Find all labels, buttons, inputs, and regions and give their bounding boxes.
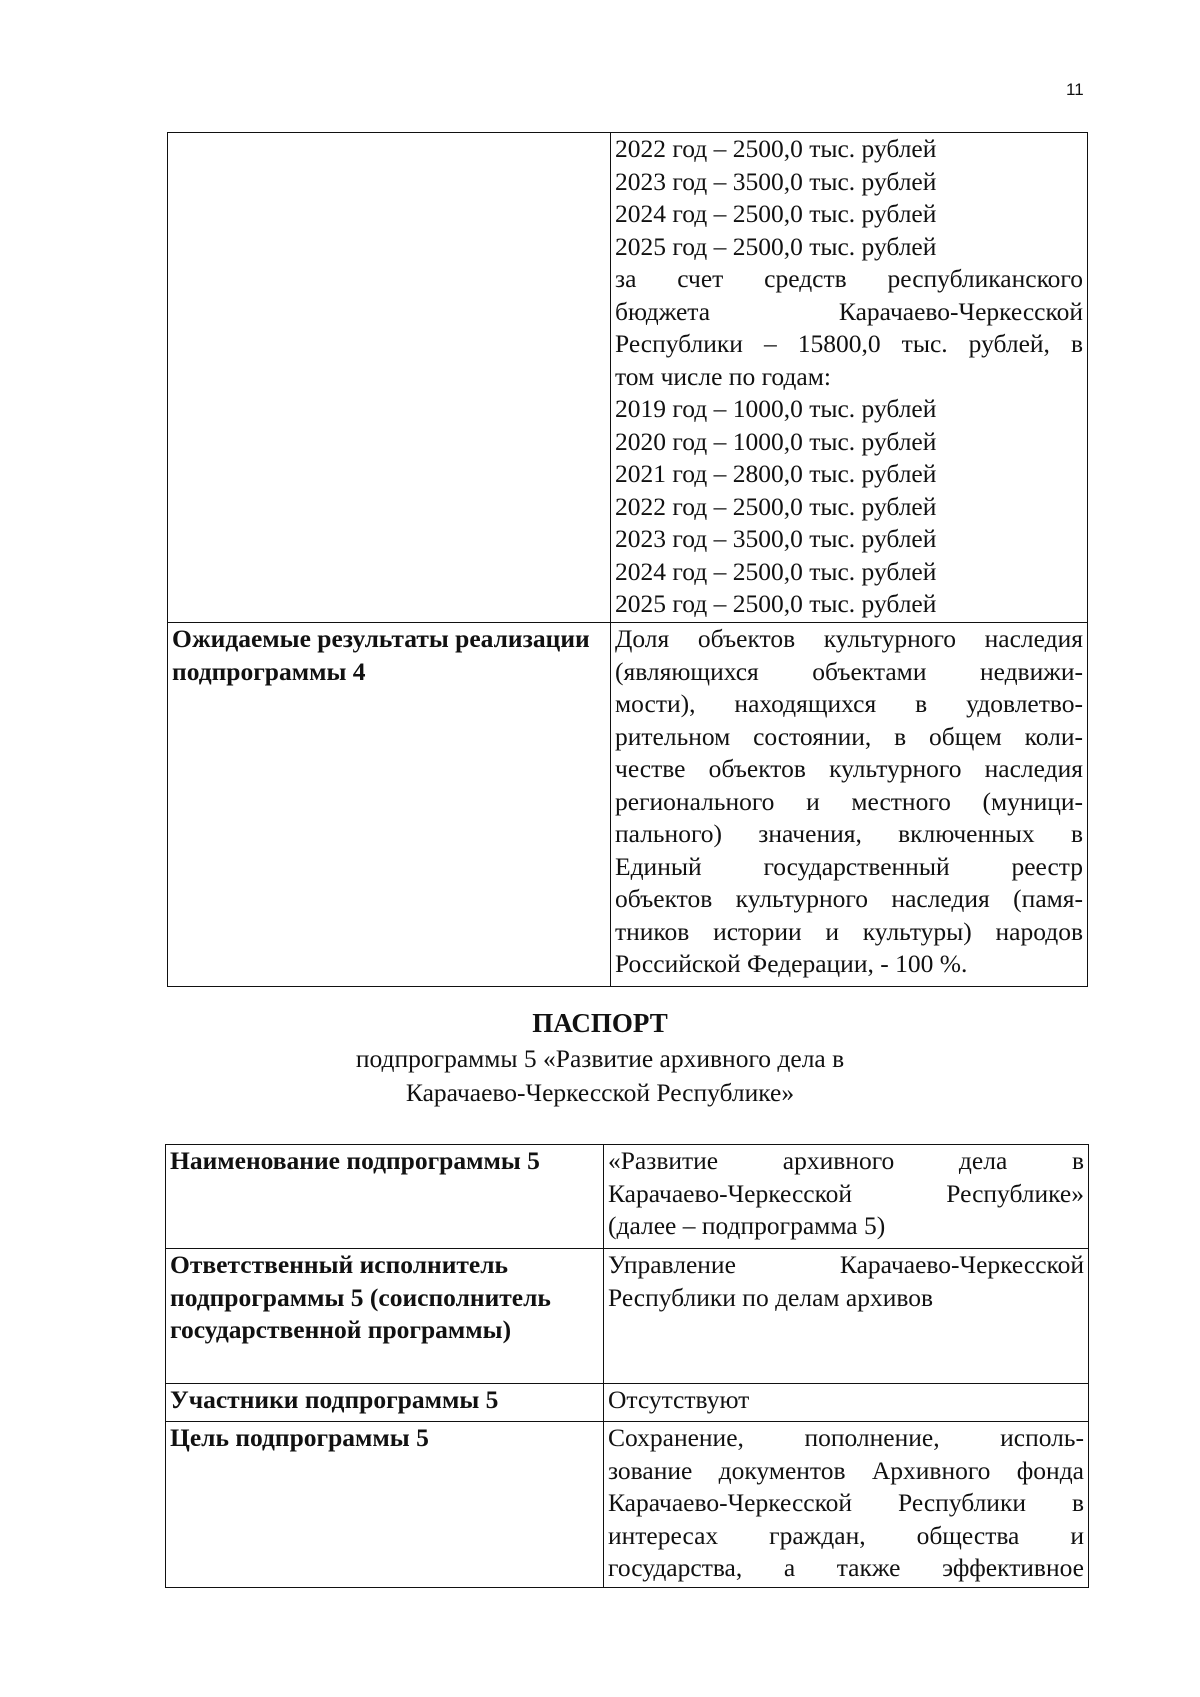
content-line: честве объектов культурного наследия (615, 754, 1083, 783)
content-line: интересах граждан, общества и (608, 1520, 1084, 1550)
page-number: 11 (1066, 80, 1084, 99)
row-content (604, 1145, 1089, 1249)
row-content (611, 133, 1088, 623)
content-line: Доля объектов культурного наследия (615, 624, 1083, 653)
funding-continuation-table (167, 132, 1088, 987)
row-content (611, 623, 1088, 987)
content-line: 2023 год – 3500,0 тыс. рублей (615, 524, 937, 553)
content-line: 2022 год – 2500,0 тыс. рублей (615, 134, 937, 163)
row-content (604, 1422, 1089, 1588)
content-line: тников истории и культуры) народов (615, 916, 1083, 946)
row-label: Ожидаемые результаты реализации подпрограммы 4 (168, 623, 611, 987)
content-line: Республики – 15800,0 тыс. рублей, в (615, 329, 1083, 358)
content-line: за счет средств республиканского (615, 264, 1083, 293)
table-row (168, 623, 1088, 987)
content-line: 2025 год – 2500,0 тыс. рублей (615, 231, 937, 261)
content-line: Единый государственный реестр (615, 851, 1083, 881)
row-label: Наименование подпрограммы 5 (166, 1145, 604, 1249)
content-line: 2021 год – 2800,0 тыс. рублей (615, 459, 937, 488)
content-line: Республики по делам архивов (608, 1282, 934, 1312)
content-line: 2023 год – 3500,0 тыс. рублей (615, 166, 937, 196)
content-line: рительном состоянии, в общем коли- (615, 721, 1083, 751)
passport-subtitle: подпрограммы 5 «Развитие архивного дела в (355, 1044, 845, 1073)
row-label: Участники подпрограммы 5 (166, 1384, 604, 1422)
content-line: 2024 год – 2500,0 тыс. рублей (615, 199, 937, 228)
content-line: «Развитие архивного дела в (608, 1146, 1084, 1175)
content-line: государства, а также эффективное (608, 1553, 1084, 1582)
content-line: том числе по годам: (615, 361, 831, 391)
content-line: бюджета Карачаево-Черкесской (615, 296, 1083, 326)
table-row (166, 1422, 1089, 1588)
content-line: Сохранение, пополнение, исполь- (608, 1423, 1084, 1452)
content-line: 2022 год – 2500,0 тыс. рублей (615, 491, 937, 521)
passport-table (165, 1144, 1089, 1588)
row-label: Ответственный исполнитель подпрограммы 5 (соисполнитель государственной программы) (166, 1249, 604, 1384)
content-line: Карачаево-Черкесской Республике» (608, 1178, 1084, 1208)
content-line: Карачаево-Черкесской Республики в (608, 1488, 1084, 1517)
table-row (166, 1249, 1089, 1384)
table-row (166, 1145, 1089, 1249)
content-line: Управление Карачаево-Черкесской (608, 1250, 1084, 1279)
content-line: мости), находящихся в удовлетво- (615, 689, 1083, 718)
row-content (604, 1249, 1089, 1384)
content-line: Отсутствуют (608, 1385, 750, 1414)
content-line: (являющихся объектами недвижи- (615, 656, 1083, 686)
row-content (604, 1384, 1089, 1422)
row-label (168, 133, 611, 623)
content-line: 2024 год – 2500,0 тыс. рублей (615, 556, 937, 586)
content-line: 2020 год – 1000,0 тыс. рублей (615, 426, 937, 456)
content-line: 2019 год – 1000,0 тыс. рублей (615, 394, 937, 423)
content-line: регионального и местного (муници- (615, 786, 1083, 816)
table-row (168, 133, 1088, 623)
row-label: Цель подпрограммы 5 (166, 1422, 604, 1588)
passport-subtitle: Карачаево-Черкесской Республике» (405, 1078, 795, 1107)
content-line: Российской Федерации, - 100 %. (615, 949, 968, 978)
content-line: зование документов Архивного фонда (608, 1455, 1084, 1485)
table-row (166, 1384, 1089, 1422)
content-line: (далее – подпрограмма 5) (608, 1211, 886, 1240)
content-line: пального) значения, включенных в (615, 819, 1083, 848)
content-line: объектов культурного наследия (памя- (615, 884, 1083, 913)
passport-title: ПАСПОРТ (532, 1008, 668, 1038)
content-line: 2025 год – 2500,0 тыс. рублей (615, 589, 937, 618)
